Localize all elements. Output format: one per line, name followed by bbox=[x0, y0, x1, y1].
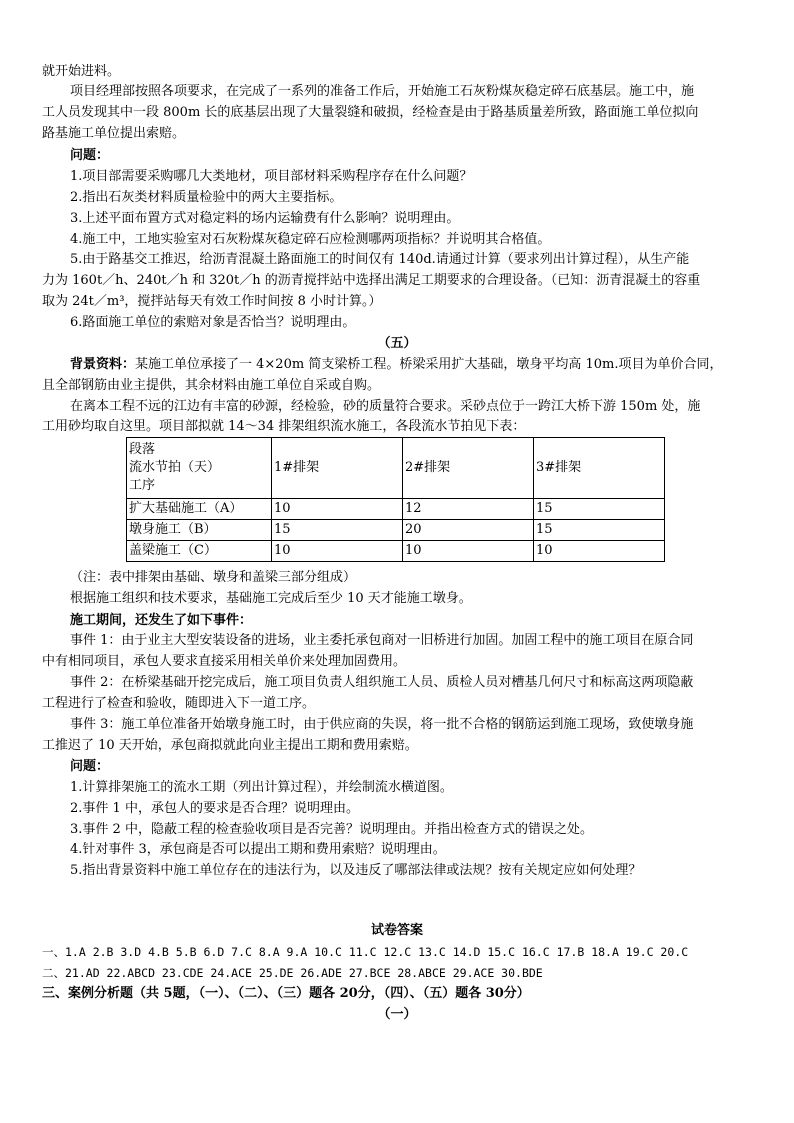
event-line: 事件 3：施工单位准备开始墩身施工时，由于供应商的失误，将一批不合格的钢筋运到施工现场，致使墩身施 bbox=[70, 717, 694, 732]
table-row bbox=[127, 541, 665, 562]
answer-line: 一、1.A 2.B 3.D 4.B 5.B 6.D 7.C 8.A 9.A 10.C 11.C 12.C 13.C 14.D 15.C 16.C 17.B 18.A 19.C 20.C bbox=[42, 945, 689, 959]
prev-question: 5.由于路基交工推迟，给沥青混凝土路面施工的时间仅有 140d.请通过计算（要求列出计算过程），从生产能 bbox=[70, 252, 690, 267]
question: 4.针对事件 3，承包商是否可以提出工期和费用索赔？说明理由。 bbox=[70, 842, 446, 857]
answer-line: 三、案例分析题（共 5题，（一）、（二）、（三）题各 20分，（四）、（五）题各 30分） bbox=[42, 986, 530, 1001]
corner-label: 段落 bbox=[129, 442, 156, 457]
table-cell: 10 bbox=[534, 541, 665, 562]
prev-question: 2.指出石灰类材料质量检验中的两大主要指标。 bbox=[70, 190, 343, 205]
table-row bbox=[127, 520, 665, 541]
background-line bbox=[70, 355, 722, 375]
prev-question: 取为 24t／m³，搅拌站每天有效工作时间按 8 小时计算。） bbox=[42, 294, 382, 309]
table-cell: 10 bbox=[403, 541, 534, 562]
case-title: （五） bbox=[377, 336, 417, 351]
table-row bbox=[127, 499, 665, 520]
prev-text-line: 工人员发现其中一段 800m 长的底基层出现了大量裂缝和破损，经检查是由于路基质量差所致，路面施工单位拟向 bbox=[42, 105, 699, 120]
table-cell: 15 bbox=[272, 520, 403, 541]
background-line: 工用砂均取自这里。项目部拟就 14～34 排架组织流水施工，各段流水节拍见下表： bbox=[42, 419, 526, 434]
background-line: 且全部钢筋由业主提供，其余材料由施工单位自采或自购。 bbox=[42, 378, 381, 393]
table-corner-cell bbox=[127, 438, 272, 499]
corner-label: 流水节拍（天） bbox=[129, 460, 221, 475]
event-line: 事件 2：在桥梁基础开挖完成后，施工项目负责人组织施工人员、质检人员对槽基几何尺寸和标高这两项隐蔽 bbox=[70, 675, 694, 690]
background-line: 在离本工程不远的江边有丰富的砂源，经检验，砂的质量符合要求。采砂点位于一跨江大桥下游 150m 处，施 bbox=[70, 399, 701, 414]
answers-title: 试卷答案 bbox=[370, 923, 423, 938]
corner-label: 工序 bbox=[129, 478, 156, 493]
question: 3.事件 2 中，隐蔽工程的检查验收项目是否完善？说明理由。并指出检查方式的错误之处。 bbox=[70, 822, 593, 837]
flow-beat-table bbox=[126, 437, 665, 562]
answer-line: 二、21.AD 22.ABCD 23.CDE 24.ACE 25.DE 26.ADE 27.BCE 28.ABCE 29.ACE 30.BDE bbox=[42, 966, 543, 980]
table-header-row bbox=[127, 438, 665, 499]
table-cell: 12 bbox=[403, 499, 534, 520]
column-header: 1#排架 bbox=[272, 438, 403, 499]
column-header: 2#排架 bbox=[403, 438, 534, 499]
prev-text-line: 路基施工单位提出索赔。 bbox=[42, 126, 186, 141]
table-cell: 10 bbox=[272, 499, 403, 520]
prev-question: 6.路面施工单位的索赔对象是否恰当？说明理由。 bbox=[70, 315, 356, 330]
answer-section-title: （一） bbox=[377, 1007, 417, 1022]
requirement-line: 根据施工组织和技术要求，基础施工完成后至少 10 天才能施工墩身。 bbox=[70, 591, 472, 606]
question: 1.计算排架施工的流水工期（列出计算过程），并绘制流水横道图。 bbox=[70, 780, 453, 795]
question: 2.事件 1 中，承包人的要求是否合理？说明理由。 bbox=[70, 801, 359, 816]
table-cell: 15 bbox=[534, 520, 665, 541]
table-cell: 10 bbox=[272, 541, 403, 562]
row-label: 墩身施工（B） bbox=[127, 520, 272, 541]
column-header: 3#排架 bbox=[534, 438, 665, 499]
event-line: 事件 1：由于业主大型安装设备的进场，业主委托承包商对一旧桥进行加固。加固工程中的施工项目在原合同 bbox=[70, 633, 694, 648]
prev-questions-title: 问题： bbox=[70, 148, 110, 163]
table-cell: 15 bbox=[534, 499, 665, 520]
event-line: 工推迟了 10 天开始，承包商拟就此向业主提出工期和费用索赔。 bbox=[42, 738, 418, 753]
prev-question: 力为 160t／h、240t／h 和 320t／h 的沥青搅拌站中选择出满足工期要求的合理设备。（已知：沥青混凝土的容重 bbox=[42, 273, 701, 288]
prev-question: 1.项目部需要采购哪几大类地材，项目部材料采购程序存在什么问题？ bbox=[70, 169, 473, 184]
questions-title: 问题： bbox=[70, 759, 110, 774]
row-label: 扩大基础施工（A） bbox=[127, 499, 272, 520]
events-title: 施工期间，还发生了如下事件： bbox=[70, 613, 253, 628]
prev-question: 3.上述平面布置方式对稳定料的场内运输费有什么影响？说明理由。 bbox=[70, 211, 460, 226]
event-line: 工程进行了检查和验收，随即进入下一道工序。 bbox=[42, 696, 316, 711]
background-text: 某施工单位承接了一 4×20m 简支梁桥工程。桥梁采用扩大基础，墩身平均高 10m.项目为单价合同， bbox=[135, 357, 723, 372]
prev-text-line: 就开始进料。 bbox=[42, 64, 121, 79]
table-note: （注：表中排架由基础、墩身和盖梁三部分组成） bbox=[70, 570, 357, 585]
event-line: 中有相同项目，承包人要求直接采用相关单价来处理加固费用。 bbox=[42, 654, 407, 669]
prev-question: 4.施工中，工地实验室对石灰粉煤灰稳定碎石应检测哪两项指标？并说明其合格值。 bbox=[70, 232, 551, 247]
table-cell: 20 bbox=[403, 520, 534, 541]
prev-text-line: 项目经理部按照各项要求，在完成了一系列的准备工作后，开始施工石灰粉煤灰稳定碎石底基层。施工中，施 bbox=[70, 84, 695, 99]
question: 5.指出背景资料中施工单位存在的违法行为，以及违反了哪部法律或法规？按有关规定应如何处理？ bbox=[70, 863, 642, 878]
row-label: 盖梁施工（C） bbox=[127, 541, 272, 562]
background-label: 背景资料： bbox=[70, 357, 136, 372]
